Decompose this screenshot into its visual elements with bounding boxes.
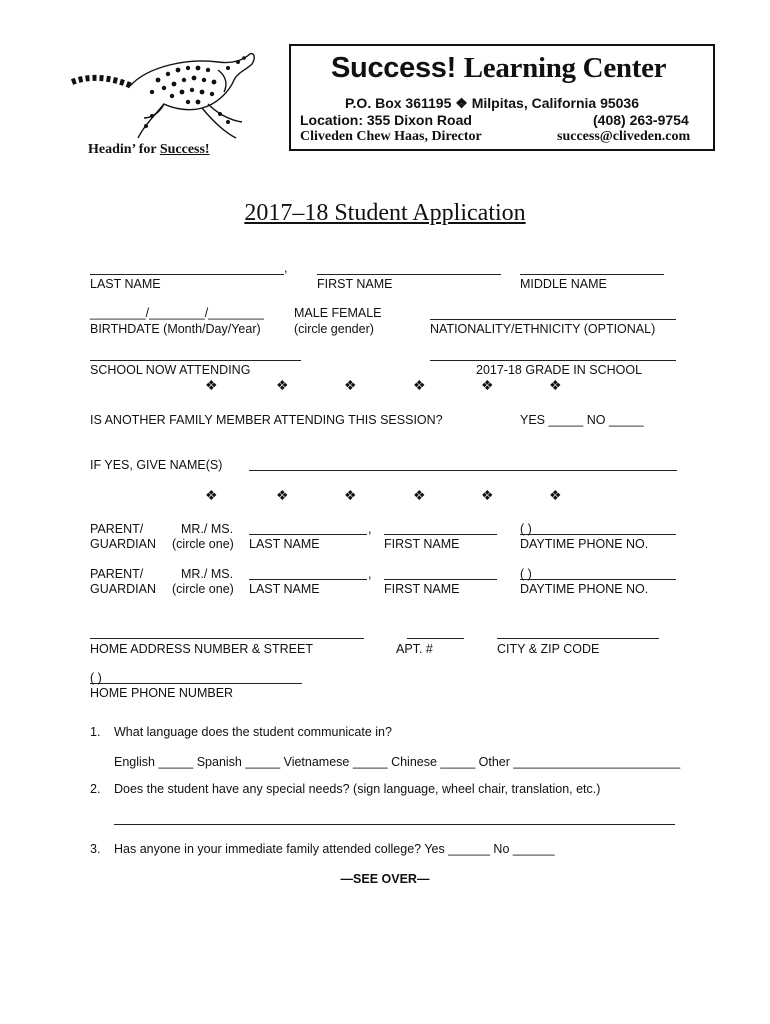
question-2-number: 2.: [90, 782, 101, 796]
guardian2-last-name-label: LAST NAME: [249, 582, 320, 596]
guardian2-first-name-field[interactable]: [384, 579, 497, 580]
guardian1-role-line2: GUARDIAN: [90, 537, 156, 551]
guardian1-area-code[interactable]: ( ): [520, 522, 532, 536]
last-name-label: LAST NAME: [90, 277, 161, 291]
apt-field[interactable]: [407, 638, 464, 639]
question-3-number: 3.: [90, 842, 101, 856]
city-state: Milpitas, California 95036: [471, 95, 640, 111]
home-phone-label: HOME PHONE NUMBER: [90, 686, 234, 700]
divider-ornament-icon: ❖: [276, 487, 289, 503]
question-2-text: Does the student have any special needs? (sign language, wheel chair, translation, etc.): [114, 782, 601, 796]
question-1-number: 1.: [90, 725, 101, 739]
if-yes-label: IF YES, GIVE NAME(S): [90, 458, 223, 472]
guardian1-last-name-field[interactable]: [249, 534, 367, 535]
home-phone-area-code[interactable]: ( ): [90, 671, 102, 685]
guardian1-role-line1: PARENT/: [90, 522, 144, 536]
street-address-field[interactable]: [90, 638, 364, 639]
nationality-label: NATIONALITY/ETHNICITY (OPTIONAL): [430, 322, 656, 336]
language-options[interactable]: English _____ Spanish _____ Vietnamese _____ Chinese _____ Other ________________________: [114, 755, 681, 769]
school-label: SCHOOL NOW ATTENDING: [90, 363, 251, 377]
city-zip-field[interactable]: [497, 638, 659, 639]
family-names-field[interactable]: [249, 470, 677, 471]
home-phone-field[interactable]: [90, 683, 302, 684]
guardian1-phone-label: DAYTIME PHONE NO.: [520, 537, 649, 551]
street-address-label: HOME ADDRESS NUMBER & STREET: [90, 642, 313, 656]
guardian2-area-code[interactable]: ( ): [520, 567, 532, 581]
special-needs-field[interactable]: [114, 824, 675, 825]
question-1-text: What language does the student communicate in?: [114, 725, 392, 739]
divider-ornament-icon: ❖: [549, 377, 562, 393]
gender-label: (circle gender): [294, 322, 374, 336]
guardian2-phone-field[interactable]: [520, 579, 676, 580]
divider-ornament-icon: ❖: [205, 487, 218, 503]
divider-ornament-icon: ❖: [481, 487, 494, 503]
guardian1-phone-field[interactable]: [520, 534, 676, 535]
guardian2-title-options[interactable]: MR./ MS.: [181, 567, 234, 581]
divider-ornament-icon: ❖: [549, 487, 562, 503]
grade-label: 2017-18 GRADE IN SCHOOL: [476, 363, 643, 377]
po-box-line: [345, 95, 639, 112]
divider-ornament-icon: ❖: [413, 487, 426, 503]
guardian2-role-line2: GUARDIAN: [90, 582, 156, 596]
middle-name-field[interactable]: [520, 274, 664, 275]
director-name: Cliveden Chew Haas, Director: [300, 129, 482, 144]
guardian2-role-line1: PARENT/: [90, 567, 144, 581]
cheetah-logo-icon: [68, 46, 258, 144]
first-name-field[interactable]: [317, 274, 501, 275]
guardian2-title-hint: (circle one): [172, 582, 234, 596]
tagline-prefix: Headin’ for: [88, 142, 160, 157]
guardian2-first-name-label: FIRST NAME: [384, 582, 460, 596]
guardian1-title-options[interactable]: MR./ MS.: [181, 522, 234, 536]
grade-field[interactable]: [430, 360, 676, 361]
guardian1-first-name-label: FIRST NAME: [384, 537, 460, 551]
form-title-text: 2017–18 Student Application: [244, 200, 526, 226]
nationality-field[interactable]: [430, 319, 676, 320]
guardian2-phone-label: DAYTIME PHONE NO.: [520, 582, 649, 596]
birthdate-field[interactable]: ________/________/________: [90, 306, 264, 320]
divider-ornament-icon: ❖: [344, 487, 357, 503]
org-title-part2: Learning Center: [463, 52, 667, 84]
city-zip-label: CITY & ZIP CODE: [497, 642, 600, 656]
po-box: P.O. Box 361195: [345, 95, 452, 111]
apt-label: APT. #: [396, 642, 433, 656]
family-yes-no[interactable]: YES _____ NO _____: [520, 413, 644, 427]
guardian2-comma: ,: [368, 567, 372, 581]
see-over-note: —SEE OVER—: [340, 872, 430, 886]
guardian1-title-hint: (circle one): [172, 537, 234, 551]
letterhead-box: [289, 44, 715, 151]
gender-options[interactable]: MALE FEMALE: [294, 306, 382, 320]
first-name-label: FIRST NAME: [317, 277, 393, 291]
divider-ornament-icon: ❖: [276, 377, 289, 393]
divider-ornament-icon: ❖: [481, 377, 494, 393]
phone-number: (408) 263-9754: [593, 112, 689, 128]
tagline-success: Success!: [159, 142, 210, 157]
name-comma: ,: [284, 261, 288, 275]
guardian1-first-name-field[interactable]: [384, 534, 497, 535]
question-3-text[interactable]: Has anyone in your immediate family attended college? Yes ______ No ______: [114, 842, 555, 856]
family-question: IS ANOTHER FAMILY MEMBER ATTENDING THIS SESSION?: [90, 413, 443, 427]
email-address: success@cliveden.com: [557, 129, 691, 144]
org-title: [331, 52, 666, 85]
tagline: [88, 142, 210, 158]
guardian2-last-name-field[interactable]: [249, 579, 367, 580]
org-title-part1: Success!: [331, 52, 456, 84]
po-separator-icon: ❖: [455, 95, 468, 111]
form-title: [0, 200, 770, 227]
last-name-field[interactable]: [90, 274, 284, 275]
location-line: Location: 355 Dixon Road: [300, 112, 472, 128]
middle-name-label: MIDDLE NAME: [520, 277, 607, 291]
guardian1-comma: ,: [368, 522, 372, 536]
divider-ornament-icon: ❖: [344, 377, 357, 393]
divider-ornament-icon: ❖: [205, 377, 218, 393]
birthdate-label: BIRTHDATE (Month/Day/Year): [90, 322, 261, 336]
guardian1-last-name-label: LAST NAME: [249, 537, 320, 551]
school-field[interactable]: [90, 360, 301, 361]
divider-ornament-icon: ❖: [413, 377, 426, 393]
